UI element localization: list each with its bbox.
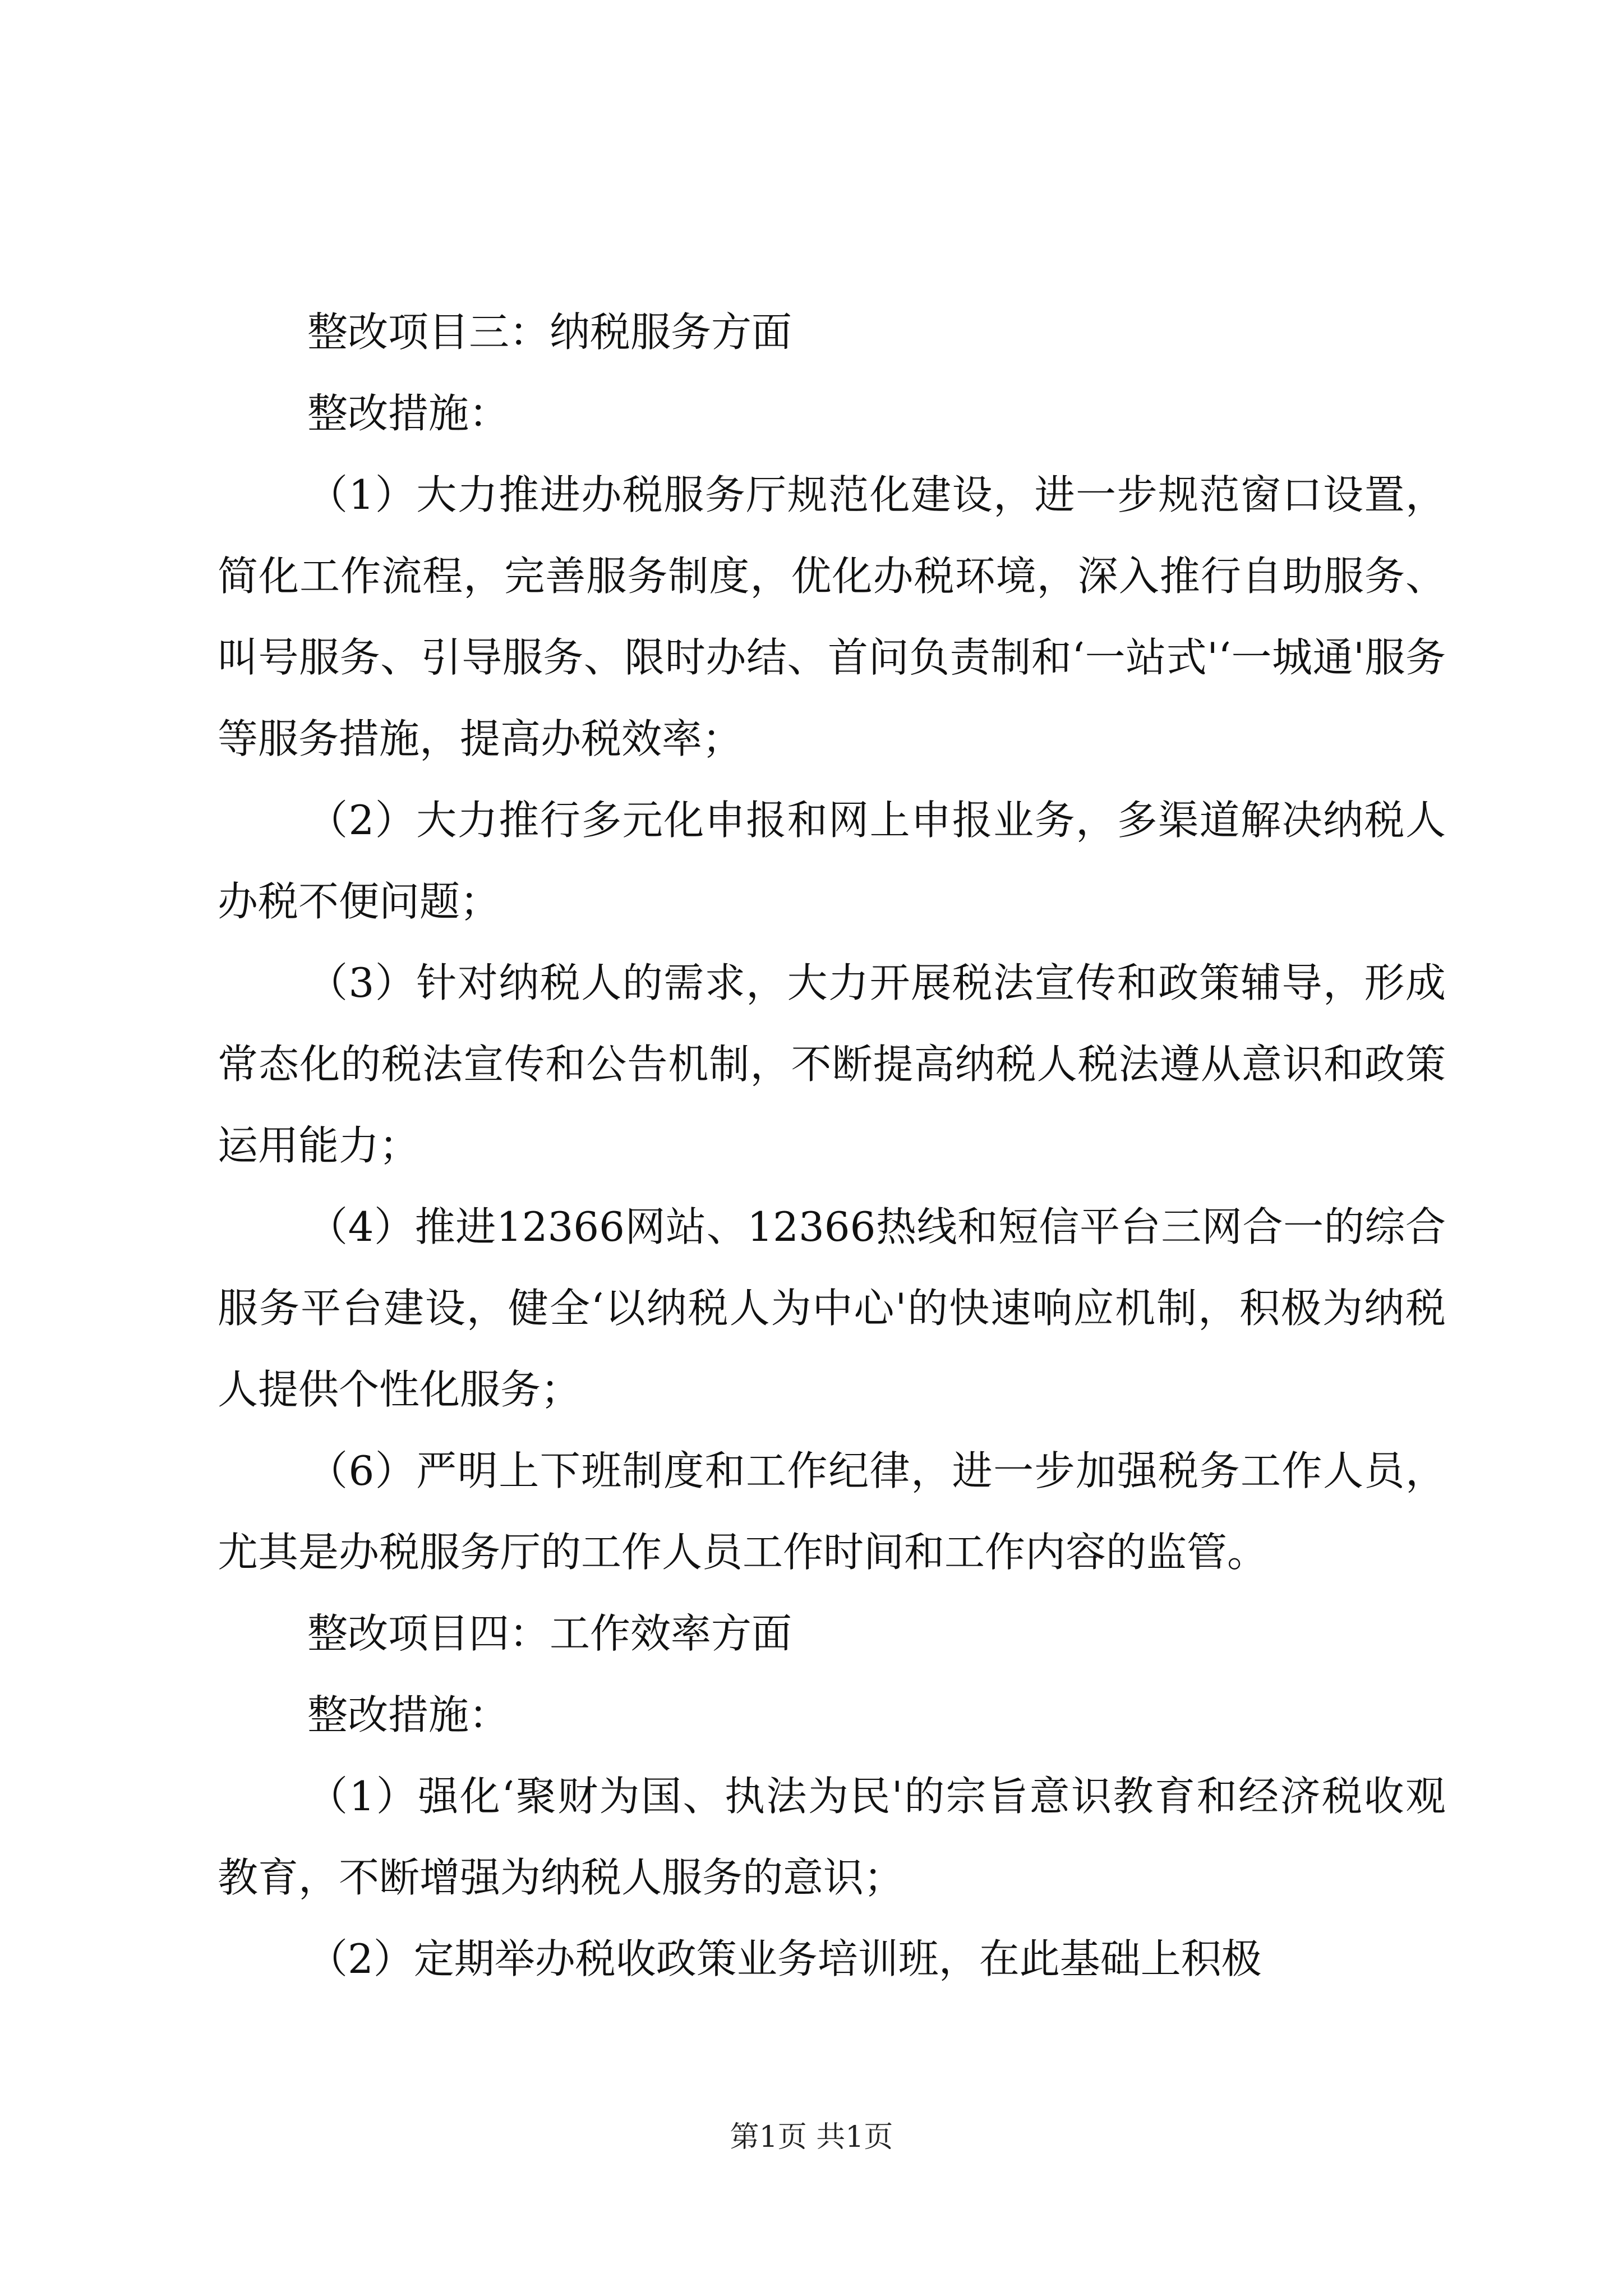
measure-item: （4）推进12366网站、12366热线和短信平台三网合一的综合服务平台建设，健全‘以纳税人为中心'的快速响应机制，积极为纳税人提供个性化服务； [218,1203,1446,1413]
measure-item: （2）大力推行多元化申报和网上申报业务，多渠道解决纳税人办税不便问题； [218,797,1446,925]
section-heading-four: 整改项目四：工作效率方面 [307,1610,792,1657]
page-footer: 第1页 共1页 [730,2120,893,2154]
measures-label: 整改措施： [307,1691,510,1738]
measure-item: （3）针对纳税人的需求，大力开展税法宣传和政策辅导，形成常态化的税法宣传和公告机制，不断提高纳税人税法遵从意识和政策运用能力； [218,959,1446,1169]
measures-label: 整改措施： [307,390,510,437]
measure-item: （1）强化‘聚财为国、执法为民'的宗旨意识教育和经济税收观教育，不断增强为纳税人服务的意识； [218,1773,1446,1901]
document-body [218,292,1446,2000]
measure-item: （6）严明上下班制度和工作纪律，进一步加强税务工作人员，尤其是办税服务厅的工作人员工作时间和工作内容的监管。 [218,1447,1446,1576]
measure-item: （1）大力推进办税服务厅规范化建设，进一步规范窗口设置，简化工作流程，完善服务制度，优化办税环境，深入推行自助服务、叫号服务、引导服务、限时办结、首问负责制和‘一站式'‘一城通'服务等服务措施，提高办税效率； [218,471,1446,762]
measure-item: （2）定期举办税收政策业务培训班，在此基础上积极 [307,1935,1262,1982]
section-heading-three: 整改项目三：纳税服务方面 [307,309,792,356]
